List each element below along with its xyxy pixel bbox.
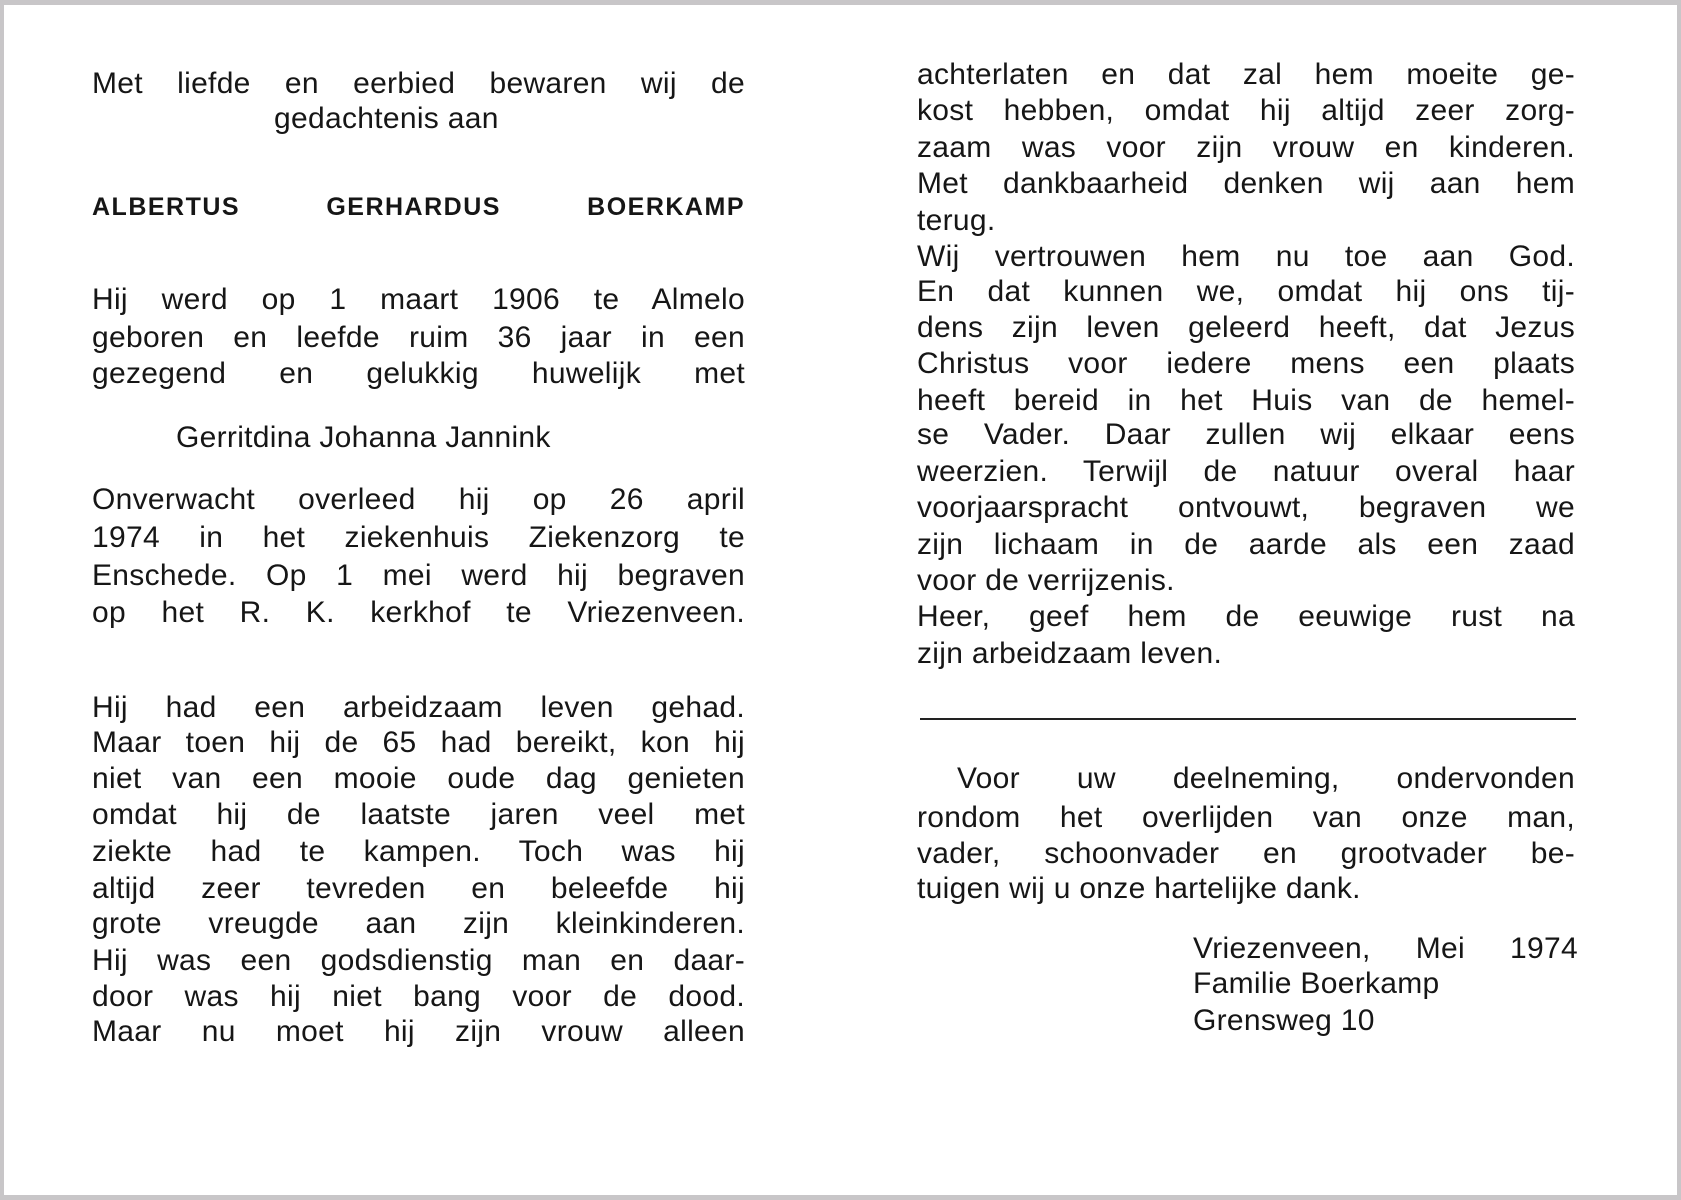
death-line: Enschede. Op 1 mei werd hij begraven [92, 559, 745, 592]
memorial-card [4, 5, 1677, 1195]
thanks-line: rondom het overlijden van onze man, [917, 801, 1575, 834]
life-line: Maar nu moet hij zijn vrouw alleen [92, 1015, 745, 1048]
life-line: Maar toen hij de 65 had bereikt, kon hij [92, 726, 745, 759]
right-line: se Vader. Daar zullen wij elkaar eens [917, 418, 1575, 451]
thanks-line: vader, schoonvader en grootvader be- [917, 837, 1575, 870]
right-line: zaam was voor zijn vrouw en kinderen. [917, 131, 1575, 164]
signature-line: Vriezenveen, Mei 1974 [1193, 932, 1578, 965]
signature-line: Familie Boerkamp [1193, 967, 1440, 1000]
signature-line: Grensweg 10 [1193, 1004, 1375, 1037]
right-line: En dat kunnen we, omdat hij ons tij- [917, 275, 1575, 308]
life-line: omdat hij de laatste jaren veel met [92, 798, 745, 831]
death-line: 1974 in het ziekenhuis Ziekenzorg te [92, 521, 745, 554]
thanks-line: Voor uw deelneming, ondervonden [957, 762, 1575, 795]
death-line: op het R. K. kerkhof te Vriezenveen. [92, 596, 745, 629]
right-line: zijn lichaam in de aarde als een zaad [917, 528, 1575, 561]
life-line: door was hij niet bang voor de dood. [92, 980, 745, 1013]
intro-line: Met liefde en eerbied bewaren wij de [92, 67, 745, 100]
right-line: heeft bereid in het Huis van de hemel- [917, 384, 1575, 417]
death-line: Onverwacht overleed hij op 26 april [92, 483, 745, 516]
right-line: achterlaten en dat zal hem moeite ge- [917, 58, 1575, 91]
right-line: dens zijn leven geleerd heeft, dat Jezus [917, 311, 1575, 344]
thanks-line: tuigen wij u onze hartelijke dank. [917, 872, 1361, 905]
life-line: Hij had een arbeidzaam leven gehad. [92, 691, 745, 724]
life-line: grote vreugde aan zijn kleinkinderen. [92, 907, 745, 940]
life-line: Hij was een godsdienstig man en daar- [92, 944, 745, 977]
right-line: Heer, geef hem de eeuwige rust na [917, 600, 1575, 633]
right-line: kost hebben, omdat hij altijd zeer zorg- [917, 94, 1575, 127]
life-line: niet van een mooie oude dag genieten [92, 762, 745, 795]
right-line: voorjaarspracht ontvouwt, begraven we [917, 491, 1575, 524]
deceased-name: ALBERTUS GERHARDUS BOERKAMP [92, 193, 745, 221]
right-line: zijn arbeidzaam leven. [917, 637, 1223, 670]
right-line: weerzien. Terwijl de natuur overal haar [917, 455, 1575, 488]
life-line: altijd zeer tevreden en beleefde hij [92, 872, 745, 905]
right-line: terug. [917, 204, 996, 237]
life-line: ziekte had te kampen. Toch was hij [92, 835, 745, 868]
right-line: Christus voor iedere mens een plaats [917, 347, 1575, 380]
right-line: Met dankbaarheid denken wij aan hem [917, 167, 1575, 200]
spouse-name: Gerritdina Johanna Jannink [176, 421, 551, 454]
divider [920, 718, 1576, 720]
birth-line: Hij werd op 1 maart 1906 te Almelo [92, 283, 745, 316]
right-line: voor de verrijzenis. [917, 564, 1175, 597]
right-line: Wij vertrouwen hem nu toe aan God. [917, 240, 1575, 273]
birth-line: geboren en leefde ruim 36 jaar in een [92, 321, 745, 354]
birth-line: gezegend en gelukkig huwelijk met [92, 357, 745, 390]
intro-line: gedachtenis aan [274, 102, 499, 135]
